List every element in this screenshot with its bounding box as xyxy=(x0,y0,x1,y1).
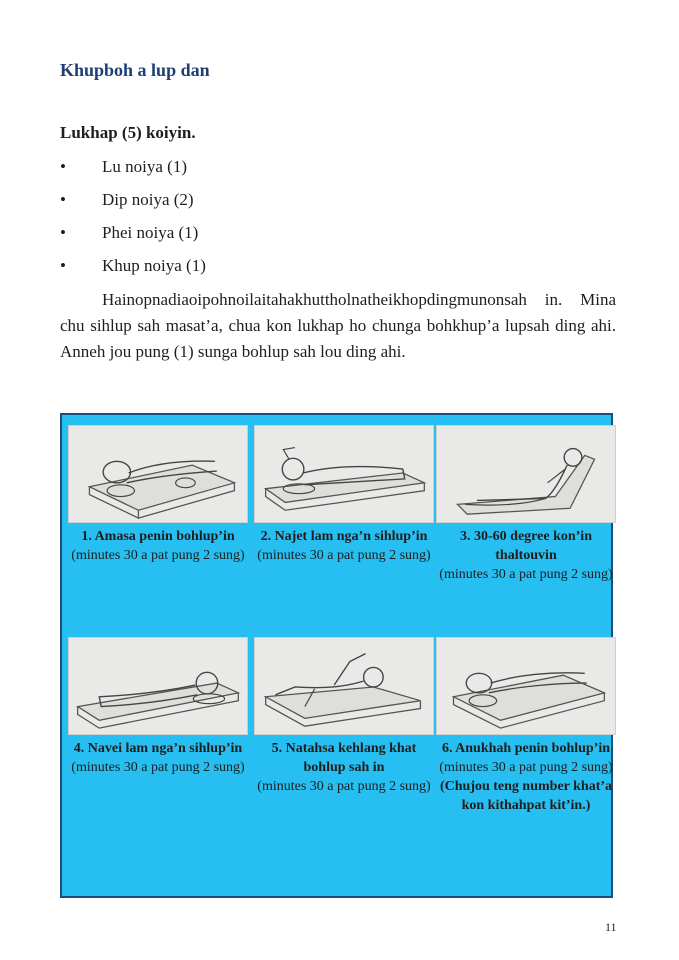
prone-return-illustration xyxy=(436,637,616,735)
list-item-text: Lu noiya (1) xyxy=(102,157,187,176)
pillow-list xyxy=(60,155,206,287)
repeat-note: (Chujou teng number khat’a kon kithahpat kit’in.) xyxy=(439,779,613,813)
bullet-icon: • xyxy=(60,223,66,242)
position-title: 2. Najet lam nga’n sihlup’in xyxy=(260,529,428,544)
right-side-lying-illustration xyxy=(68,637,248,735)
list-item xyxy=(60,221,206,254)
position-card-2 xyxy=(254,425,434,565)
bullet-icon: • xyxy=(60,256,66,275)
semi-prone-illustration xyxy=(254,637,434,735)
position-card-5 xyxy=(254,637,434,796)
list-item xyxy=(60,188,206,221)
position-duration: (minutes 30 a pat pung 2 sung) xyxy=(257,779,431,794)
page-heading: Khupboh a lup dan xyxy=(60,60,210,80)
bullet-icon: • xyxy=(60,157,66,176)
pillows-heading: Lukhap (5) koiyin. xyxy=(60,123,196,142)
position-card-6 xyxy=(436,637,616,815)
position-title: 6. Anukhah penin bohlup’in xyxy=(441,741,611,756)
position-title: 1. Amasa penin bohlup’in xyxy=(81,529,235,544)
position-duration: (minutes 30 a pat pung 2 sung) xyxy=(439,760,613,775)
bullet-icon: • xyxy=(60,190,66,209)
prone-position-illustration xyxy=(68,425,248,523)
positions-panel xyxy=(60,413,613,898)
list-item xyxy=(60,155,206,188)
list-item xyxy=(60,254,206,287)
position-title: 4. Navei lam nga’n sihlup’in xyxy=(73,741,243,756)
list-item-text: Dip noiya (2) xyxy=(102,190,194,209)
position-duration: (minutes 30 a pat pung 2 sung) xyxy=(439,567,613,582)
position-title: 3. 30-60 degree kon’in thaltouvin xyxy=(460,529,592,563)
list-item-text: Khup noiya (1) xyxy=(102,256,206,275)
position-card-3 xyxy=(436,425,616,584)
position-title: 5. Natahsa kehlang khat bohlup sah in xyxy=(271,741,417,775)
left-side-lying-illustration xyxy=(254,425,434,523)
position-duration: (minutes 30 a pat pung 2 sung) xyxy=(71,548,245,563)
body-paragraph: Hainopnadiaoipohnoilaitahakhuttholnatheikhopdingmunonsah in. Mina chu sihlup sah masat’a, chua kon lukhap ho chunga bohkhup’a lupsah ding ahi. Anneh jou pung (1) sunga bohlup sah lou ding ahi. xyxy=(60,290,616,361)
page-number: 11 xyxy=(605,920,617,934)
position-card-1 xyxy=(68,425,248,565)
reclined-sitting-illustration xyxy=(436,425,616,523)
position-duration: (minutes 30 a pat pung 2 sung) xyxy=(71,760,245,775)
list-item-text: Phei noiya (1) xyxy=(102,223,199,242)
position-duration: (minutes 30 a pat pung 2 sung) xyxy=(257,548,431,563)
position-card-4 xyxy=(68,637,248,777)
